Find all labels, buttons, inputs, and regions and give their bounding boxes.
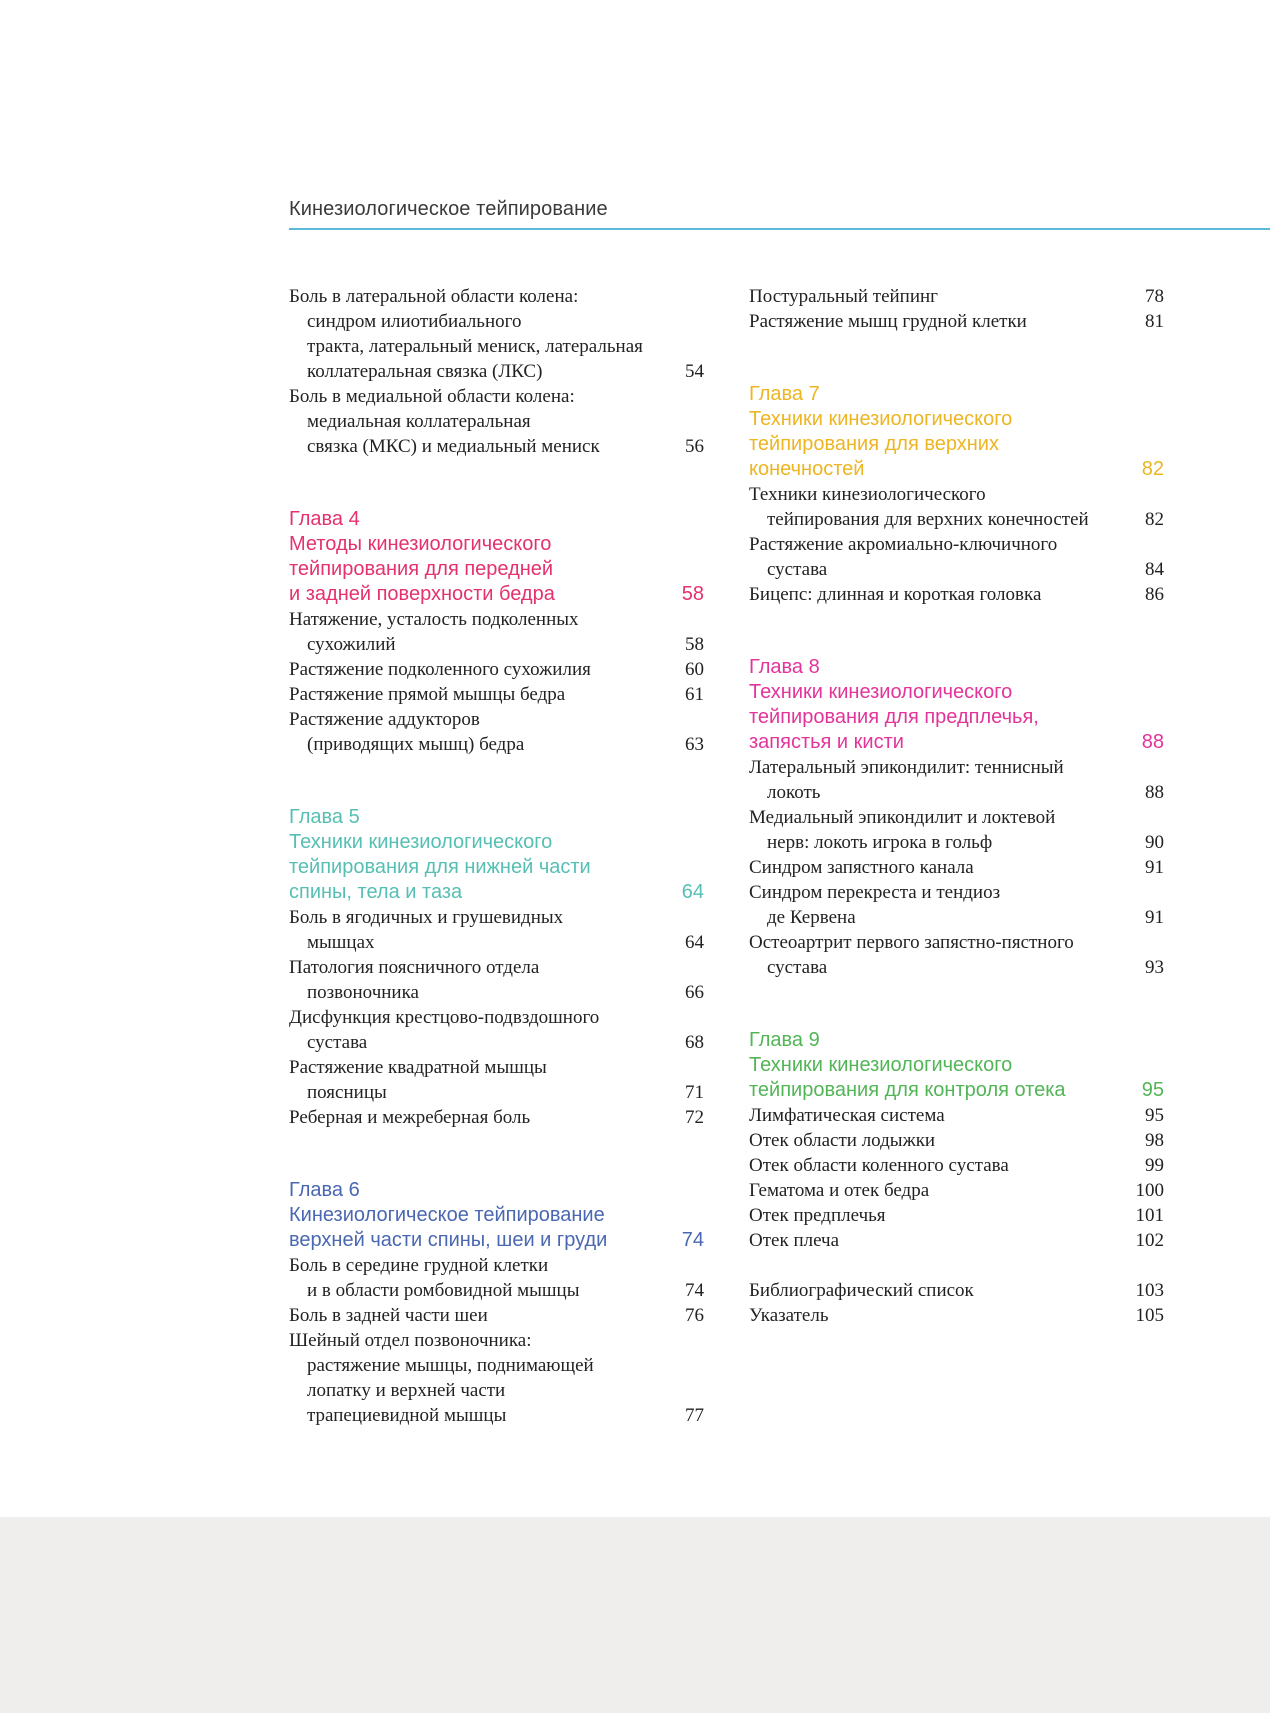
page-number: 61: [685, 684, 704, 705]
page-number: 84: [1145, 559, 1164, 580]
toc-entry[interactable]: Отек области коленного сустава 99: [749, 1155, 1164, 1176]
page-number: 74: [685, 1280, 704, 1301]
toc-entry[interactable]: Медиальный эпикондилит и локтевой нерв: локоть игрока в гольф 90: [749, 807, 1164, 853]
page-number: 88: [1141, 731, 1164, 753]
toc-entry[interactable]: Боль в медиальной области колена: медиальная коллатеральная связка (МКС) и медиальный мениск 56: [289, 386, 704, 457]
toc-entry[interactable]: Растяжение подколенного сухожилия 60: [289, 659, 704, 680]
page-number: 64: [681, 881, 704, 903]
page-number: 88: [1145, 782, 1164, 803]
chapter-8-heading[interactable]: Глава 8 Техники кинезиологического тейпирования для предплечья, запястья и кисти 88: [749, 656, 1164, 753]
page-number: 100: [1135, 1180, 1164, 1201]
page-number: 101: [1135, 1205, 1164, 1226]
page-number: 60: [685, 659, 704, 680]
chapter-7-heading[interactable]: Глава 7 Техники кинезиологического тейпирования для верхних конечностей 82: [749, 383, 1164, 480]
toc-entry[interactable]: Реберная и межреберная боль 72: [289, 1107, 704, 1128]
toc-entry[interactable]: Боль в середине грудной клетки и в области ромбовидной мышцы 74: [289, 1255, 704, 1301]
page-number: 72: [685, 1107, 704, 1128]
page-number: 66: [685, 982, 704, 1003]
toc-entry[interactable]: Постуральный тейпинг 78: [749, 286, 1164, 307]
toc-entry[interactable]: Лимфатическая система 95: [749, 1105, 1164, 1126]
page-number: 68: [685, 1032, 704, 1053]
page-number: 95: [1141, 1079, 1164, 1101]
page-number: 58: [681, 583, 704, 605]
toc-entry[interactable]: Техники кинезиологического тейпирования для верхних конечностей 82: [749, 484, 1164, 530]
page-number: 90: [1145, 832, 1164, 853]
toc-entry[interactable]: Шейный отдел позвоночника: растяжение мышцы, поднимающей лопатку и верхней части трапециевидной мышцы 77: [289, 1330, 704, 1426]
page-number: 99: [1145, 1155, 1164, 1176]
toc-entry[interactable]: Растяжение квадратной мышцы поясницы 71: [289, 1057, 704, 1103]
page-number: 77: [685, 1405, 704, 1426]
page-number: 86: [1145, 584, 1164, 605]
page-number: 93: [1145, 957, 1164, 978]
toc-right-column: [749, 284, 1164, 1328]
page-number: 74: [681, 1229, 704, 1251]
page-number: 64: [685, 932, 704, 953]
page-number: 91: [1145, 857, 1164, 878]
chapter-9-heading[interactable]: Глава 9 Техники кинезиологического тейпирования для контроля отека 95: [749, 1029, 1164, 1101]
toc-entry[interactable]: Синдром перекреста и тендиоз де Кервена 91: [749, 882, 1164, 928]
toc-entry-bibliography[interactable]: Библиографический список 103: [749, 1280, 1164, 1301]
toc-entry[interactable]: Отек плеча 102: [749, 1230, 1164, 1251]
running-header: Кинезиологическое тейпирование: [289, 198, 608, 220]
page-number: 91: [1145, 907, 1164, 928]
chapter-6-heading[interactable]: Глава 6 Кинезиологическое тейпирование верхней части спины, шеи и груди 74: [289, 1179, 704, 1251]
toc-entry[interactable]: Боль в ягодичных и грушевидных мышцах 64: [289, 907, 704, 953]
page-number: 103: [1135, 1280, 1164, 1301]
toc-entry[interactable]: Боль в задней части шеи 76: [289, 1305, 704, 1326]
toc-entry[interactable]: Растяжение аддукторов (приводящих мышц) бедра 63: [289, 709, 704, 755]
page-number: 102: [1135, 1230, 1164, 1251]
toc-entry[interactable]: Синдром запястного канала 91: [749, 857, 1164, 878]
toc-entry[interactable]: Боль в латеральной области колена: синдром илиотибиального тракта, латеральный мениск, латеральная коллатеральная связка (ЛКС) 54: [289, 286, 704, 382]
page-number: 81: [1145, 311, 1164, 332]
page-number: 71: [685, 1082, 704, 1103]
toc-entry[interactable]: Отек предплечья 101: [749, 1205, 1164, 1226]
page-number: 105: [1135, 1305, 1164, 1326]
page-number: 58: [685, 634, 704, 655]
page-number: 82: [1141, 458, 1164, 480]
toc-entry[interactable]: Остеоартрит первого запястно-пястного сустава 93: [749, 932, 1164, 978]
toc-entry[interactable]: Патология поясничного отдела позвоночника 66: [289, 957, 704, 1003]
page-number: 54: [685, 361, 704, 382]
chapter-4-heading[interactable]: Глава 4 Методы кинезиологического тейпирования для передней и задней поверхности бедра 58: [289, 508, 704, 605]
toc-entry[interactable]: Дисфункция крестцово-подвздошного сустава 68: [289, 1007, 704, 1053]
footer-band: [0, 1517, 1270, 1713]
page-number: 78: [1145, 286, 1164, 307]
toc-entry[interactable]: Бицепс: длинная и короткая головка 86: [749, 584, 1164, 605]
chapter-5-heading[interactable]: Глава 5 Техники кинезиологического тейпирования для нижней части спины, тела и таза 64: [289, 806, 704, 903]
toc-entry[interactable]: Растяжение прямой мышцы бедра 61: [289, 684, 704, 705]
toc-entry[interactable]: Растяжение акромиально-ключичного сустава 84: [749, 534, 1164, 580]
toc-entry[interactable]: Растяжение мышц грудной клетки 81: [749, 311, 1164, 332]
toc-entry-index[interactable]: Указатель 105: [749, 1305, 1164, 1326]
page-number: 63: [685, 734, 704, 755]
page-number: 95: [1145, 1105, 1164, 1126]
page-number: 82: [1145, 509, 1164, 530]
header-rule: [289, 228, 1270, 230]
page-number: 98: [1145, 1130, 1164, 1151]
page-number: 56: [685, 436, 704, 457]
toc-entry[interactable]: Натяжение, усталость подколенных сухожилий 58: [289, 609, 704, 655]
toc-entry[interactable]: Гематома и отек бедра 100: [749, 1180, 1164, 1201]
toc-left-column: [289, 284, 704, 1428]
page-number: 76: [685, 1305, 704, 1326]
toc-entry[interactable]: Латеральный эпикондилит: теннисный локоть 88: [749, 757, 1164, 803]
toc-entry[interactable]: Отек области лодыжки 98: [749, 1130, 1164, 1151]
